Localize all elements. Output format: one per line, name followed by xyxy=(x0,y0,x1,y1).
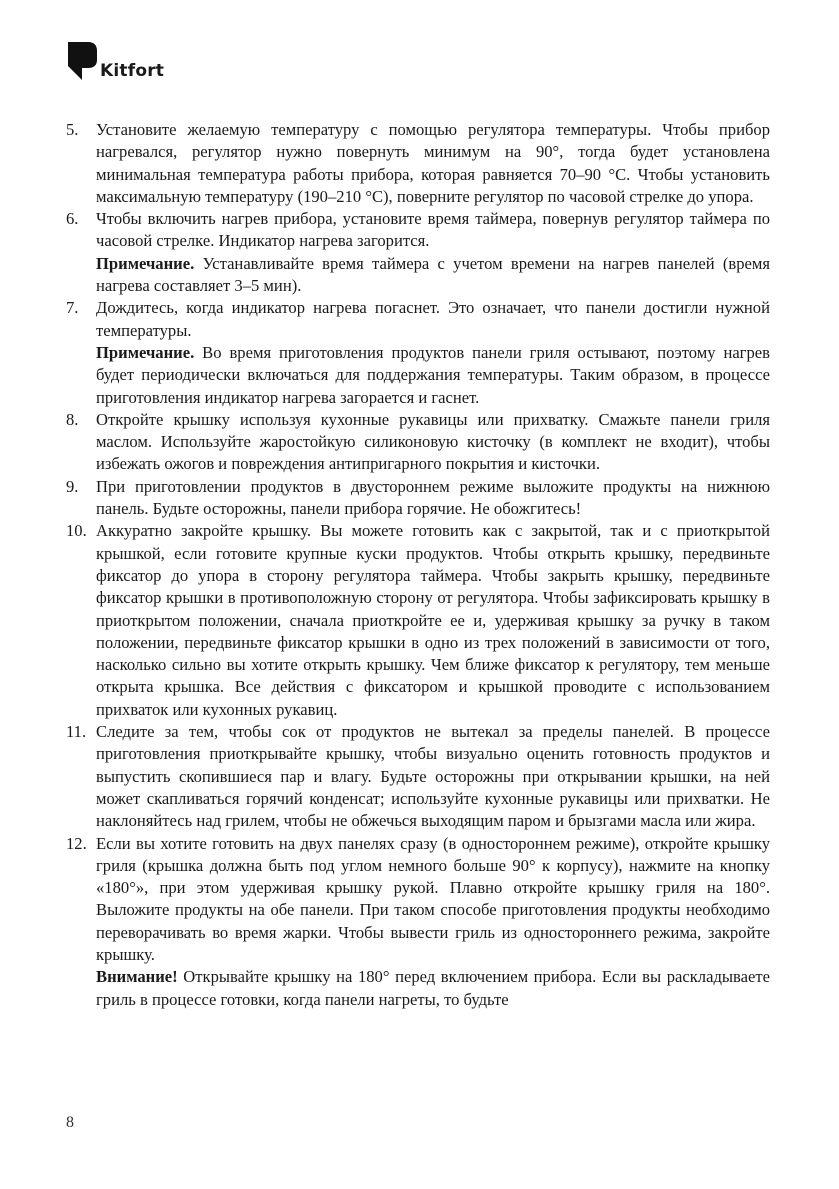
instruction-item-6 xyxy=(66,208,770,297)
item-text: Если вы хотите готовить на двух панелях сразу (в одностороннем режиме), откройте крышку гриля (крышка должна быть под углом немного больше 90° к корпусу), нажмите на кнопку «180°», при этом удерживая крышку рукой. Плавно откройте крышку гриля на 180°. Выложите продукты на обе панели. При таком способе приготовления продукты необходимо переворачивать во время жарки. Чтобы вывести гриль из одностороннего режима, закройте крышку. xyxy=(96,833,770,964)
item-text: Установите желаемую температуру с помощью регулятора температуры. Чтобы прибор нагревался, регулятор нужно повернуть минимум на 90°, тогда будет установлена минимальная температура работы прибора, которая равняется 70–90 °С. Чтобы установить максимальную температуру (190–210 °С), поверните регулятор по часовой стрелке до упора. xyxy=(96,120,770,206)
note-text: Во время приготовления продуктов панели гриля остывают, поэтому нагрев будет периодически включаться для поддержания температуры. Таким образом, в процессе приготовления индикатор нагрева загорается и гаснет. xyxy=(96,342,770,407)
item-text: Следите за тем, чтобы сок от продуктов не вытекал за пределы панелей. В процессе приготовления приоткрывайте крышку, чтобы визуально оценить готовность продуктов и выпустить скопившиеся пар и влагу. Будьте осторожны при открывании крышки, на ней может скапливаться горячий конденсат; используйте кухонные рукавицы или прихватки. Не наклоняйтесь над грилем, чтобы не обжечься выходящим паром и брызгами масла или жира. xyxy=(96,722,770,831)
brand-name: Kitfort xyxy=(100,61,165,81)
instruction-item-5 xyxy=(66,119,770,208)
item-number: 7. xyxy=(66,298,79,318)
note-text: Устанавливайте время таймера с учетом времени на нагрев панелей (время нагрева составляет 3–5 мин). xyxy=(96,253,770,296)
item-number: 11. xyxy=(66,722,87,742)
item-text: Аккуратно закройте крышку. Вы можете готовить как с закрытой, так и с приоткрытой крышкой, если готовите крупные куски продуктов. Чтобы открыть крышку, передвиньте фиксатор до упора в сторону регулятора таймера. Чтобы закрыть крышку, передвиньте фиксатор крышки в противоположную сторону от регулятора. Чтобы зафиксировать крышку в приоткрытом положении, сначала приоткройте ее и, удерживая крышку за ручку в таком положении, передвиньте фиксатор крышки в одно из трех положений в зависимости от того, насколько сильно вы хотите открыть крышку. Чем ближе фиксатор к регулятору, тем меньше открыта крышка. Все действия с фиксатором и крышкой проводите с использованием прихваток или кухонных рукавиц. xyxy=(96,521,770,719)
instruction-item-9 xyxy=(66,476,770,521)
instruction-list xyxy=(66,119,770,1011)
instruction-item-11 xyxy=(66,721,770,832)
item-number: 5. xyxy=(66,120,79,139)
item-number: 8. xyxy=(66,409,79,429)
item-note xyxy=(96,253,770,298)
instruction-item-12 xyxy=(66,833,770,1011)
instruction-item-10 xyxy=(66,520,770,721)
item-text: Откройте крышку используя кухонные рукавицы или прихватку. Смажьте панели гриля маслом. Используйте жаростойкую силиконовую кисточку (в комплект не входит), чтобы избежать ожогов и повреждения антипригарного покрытия и кисточки. xyxy=(96,409,770,474)
item-note xyxy=(96,342,770,409)
item-text: При приготовлении продуктов в двустороннем режиме выложите продукты на нижнюю панель. Будьте осторожны, панели прибора горячие. Не обожгитесь! xyxy=(96,476,770,519)
note-text: Открывайте крышку на 180° перед включением прибора. Если вы раскладываете гриль в процессе готовки, когда панели нагреты, то будьте xyxy=(96,967,770,1009)
note-label: Примечание. xyxy=(96,342,195,362)
note-label: Примечание. xyxy=(96,253,195,273)
item-number: 12. xyxy=(66,833,87,853)
item-number: 9. xyxy=(66,476,79,496)
item-note xyxy=(96,966,770,1011)
item-number: 6. xyxy=(66,209,79,229)
brand-logo xyxy=(66,40,164,82)
instructions-content xyxy=(66,119,770,1011)
kitfort-logo-icon xyxy=(66,40,98,82)
item-number: 10. xyxy=(66,521,87,541)
item-text: Чтобы включить нагрев прибора, установите время таймера, повернув регулятор таймера по часовой стрелке. Индикатор нагрева загорится. xyxy=(96,209,770,251)
item-text: Дождитесь, когда индикатор нагрева погаснет. Это означает, что панели достигли нужной температуры. xyxy=(96,298,770,340)
page-number: 8 xyxy=(66,1114,74,1131)
note-label: Внимание! xyxy=(96,967,178,987)
instruction-item-7 xyxy=(66,297,770,408)
instruction-item-8 xyxy=(66,409,770,476)
